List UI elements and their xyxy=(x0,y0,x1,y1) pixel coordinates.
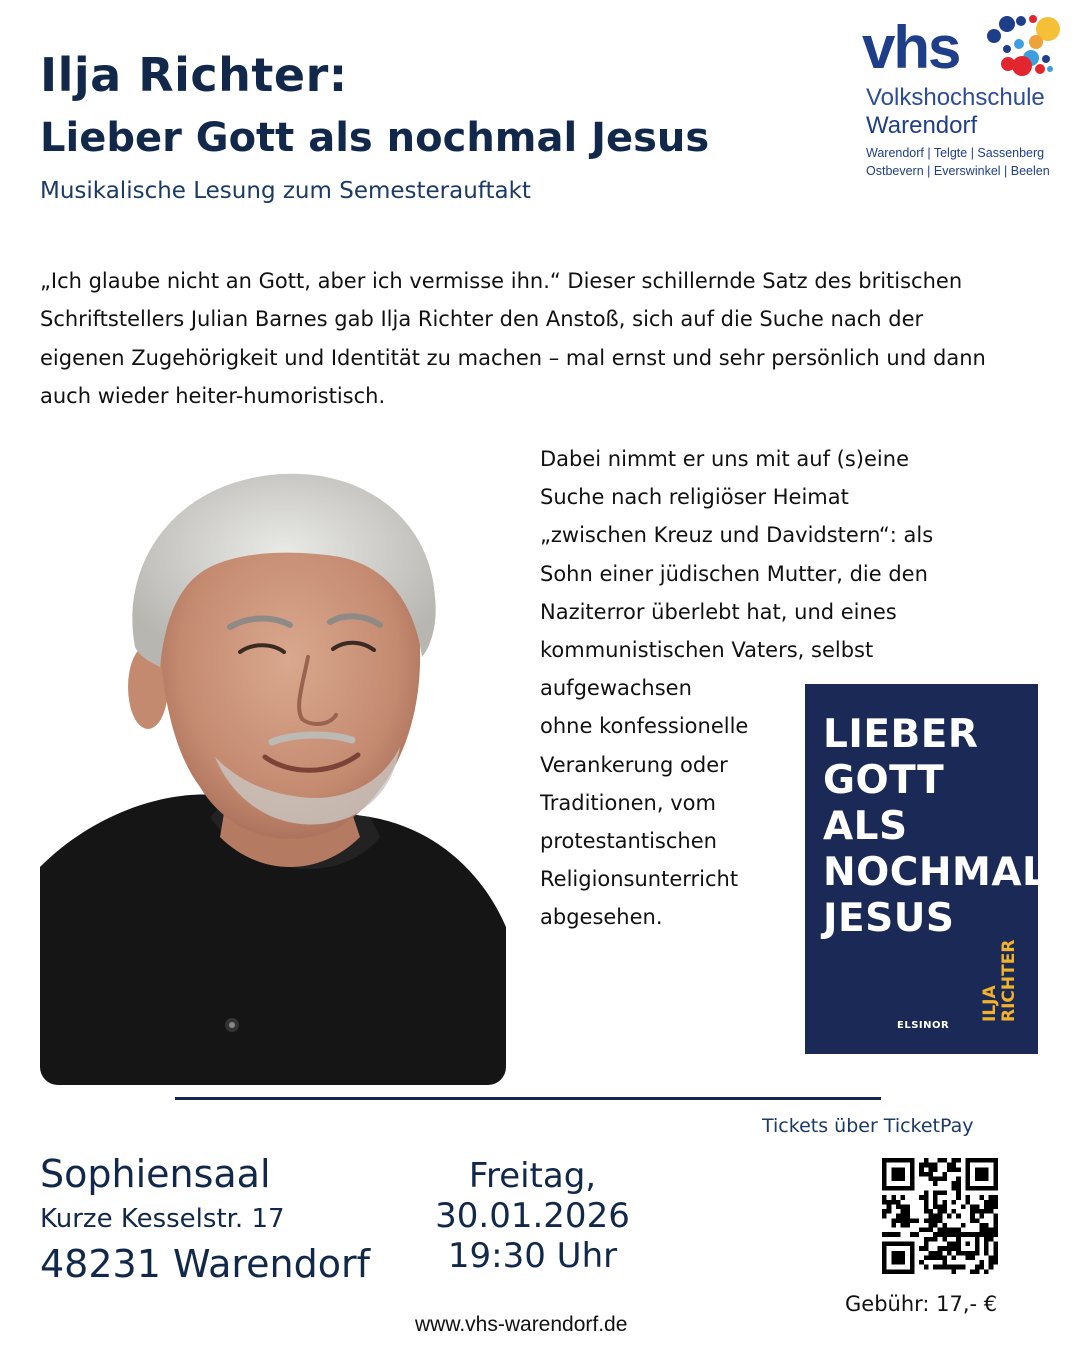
page-title-line2: Lieber Gott als nochmal Jesus xyxy=(40,115,710,161)
book-author xyxy=(981,940,1019,1022)
body-line: aufgewachsen xyxy=(540,676,692,701)
intro-paragraph: „Ich glaube nicht an Gott, aber ich vermisse ihn.“ Dieser schillernde Satz des britischen Schriftstellers Julian Barnes gab Ilja Richter den Anstoß, sich auf die Suche nach der eigenen Zugehörigkeit und Identität zu machen – mal ernst und sehr persönlich und dann auch wieder heiter-humoristisch. xyxy=(40,269,986,408)
event-date: 30.01.2026 xyxy=(435,1196,630,1236)
book-title xyxy=(823,712,1047,942)
page-subtitle: Musikalische Lesung zum Semesterauftakt xyxy=(40,178,531,204)
page-title: Ilja Richter: xyxy=(40,48,348,102)
divider xyxy=(175,1097,881,1100)
event-day: Freitag, xyxy=(468,1156,597,1196)
event-time: 19:30 Uhr xyxy=(447,1236,618,1276)
book-title-line: JESUS xyxy=(823,896,955,941)
book-title-line: ALS xyxy=(823,804,908,849)
book-author-first: ILJA xyxy=(980,985,1000,1022)
book-title-line: NOCHMAL xyxy=(823,850,1048,895)
body-line: Naziterror überlebt hat, und eines xyxy=(540,599,897,624)
book-title-line: GOTT xyxy=(823,758,945,803)
tickets-info: Tickets über TicketPay xyxy=(762,1115,974,1137)
book-cover xyxy=(805,684,1048,1054)
body-line: Religionsunterricht xyxy=(540,867,739,892)
body-line: abgesehen. xyxy=(540,905,663,930)
logo-name-line2: Warendorf xyxy=(866,112,978,139)
body-line: Suche nach religiöser Heimat xyxy=(540,485,849,510)
venue-street: Kurze Kesselstr. 17 xyxy=(40,1204,285,1234)
vhs-logo xyxy=(862,14,1067,184)
website-link[interactable]: www.vhs-warendorf.de xyxy=(415,1313,628,1336)
book-publisher: ELSINOR xyxy=(897,1020,950,1031)
body-line: Sohn einer jüdischen Mutter, die den xyxy=(540,561,928,586)
portrait-photo xyxy=(40,457,506,1085)
logo-wordmark: vhs xyxy=(862,14,960,81)
logo-dots-icon xyxy=(980,14,1070,84)
body-line: „zwischen Kreuz und Davidstern“: als xyxy=(540,523,934,548)
venue-name: Sophiensaal xyxy=(40,1152,271,1196)
qr-code[interactable] xyxy=(882,1158,998,1274)
logo-locations-line2: Ostbevern | Everswinkel | Beelen xyxy=(866,164,1050,178)
body-line: ohne konfessionelle xyxy=(540,714,749,739)
book-author-last: RICHTER xyxy=(999,939,1019,1022)
body-line: Dabei nimmt er uns mit auf (s)eine xyxy=(540,447,909,471)
book-title-line: LIEBER xyxy=(823,712,979,757)
fee: Gebühr: 17,- € xyxy=(845,1292,998,1316)
body-line: kommunistischen Vaters, selbst xyxy=(540,638,874,663)
body-line: Traditionen, vom xyxy=(540,790,716,815)
body-line: Verankerung oder xyxy=(540,752,728,777)
logo-locations-line1: Warendorf | Telgte | Sassenberg xyxy=(866,146,1045,160)
venue-city: 48231 Warendorf xyxy=(40,1242,371,1286)
body-line: protestantischen xyxy=(540,829,717,854)
logo-name-line1: Volkshochschule xyxy=(866,84,1045,111)
